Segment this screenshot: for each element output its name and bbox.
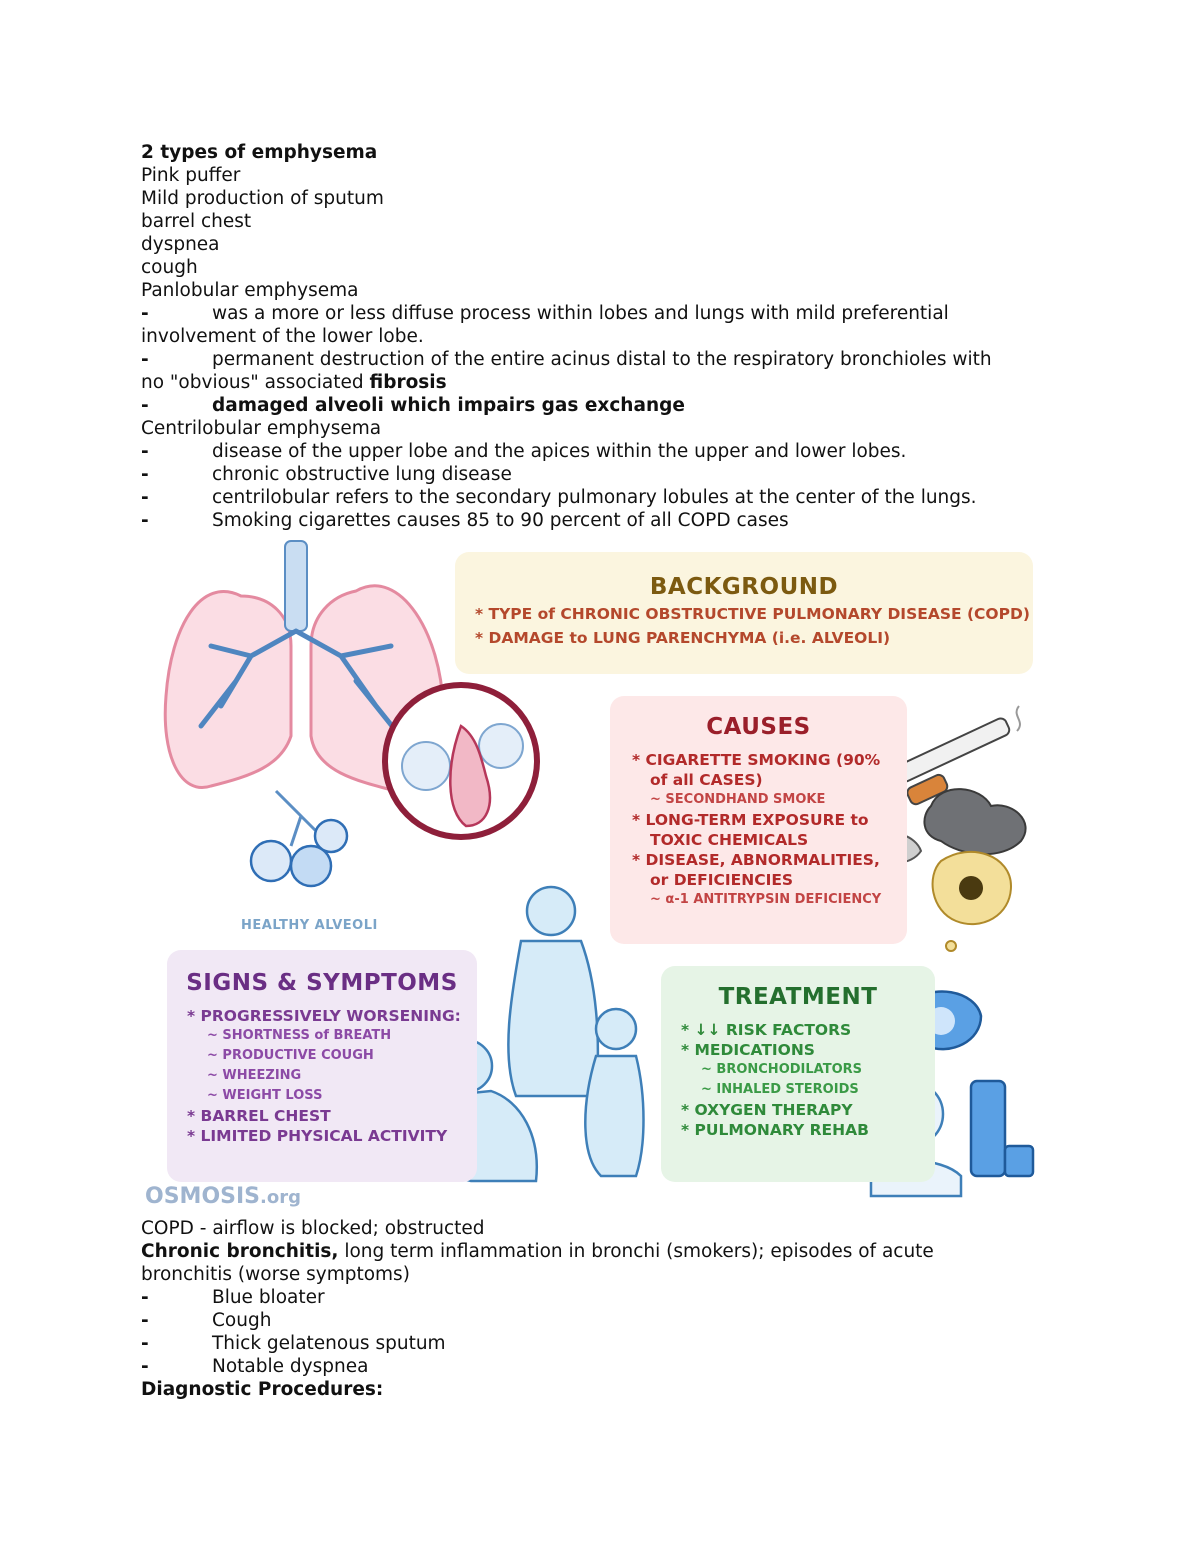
background-card: [455, 552, 1033, 674]
list-item: * PROGRESSIVELY WORSENING:: [187, 1007, 461, 1025]
text-line: barrel chest: [141, 211, 252, 232]
list-item: * TYPE of CHRONIC OBSTRUCTIVE PULMONARY DISEASE (COPD): [475, 605, 1030, 623]
list-item: ~ PRODUCTIVE COUGH: [207, 1048, 374, 1063]
damaged-alveoli-icon: [385, 685, 537, 837]
list-item: * CIGARETTE SMOKING (90%: [632, 751, 881, 769]
diagnostic-heading: Diagnostic Procedures:: [141, 1379, 384, 1400]
list-item: * PULMONARY REHAB: [681, 1121, 869, 1139]
text-line: cough: [141, 257, 198, 278]
list-item: - Thick gelatenous sputum: [141, 1333, 446, 1354]
list-item: * DISEASE, ABNORMALITIES,: [632, 851, 880, 869]
list-item: ~ WEIGHT LOSS: [207, 1088, 323, 1103]
document-body-top: 2 types of emphysema Pink puffer Mild production of sputum barrel chest dyspnea cough Panlobular emphysema - was a more or less diffuse process within lobes and lungs with mild preferential involvement of the lower lobe. - permanent destruction of the entire acinus distal to the respiratory bronchioles with no "obvious" associated fibrosis - damaged alveoli which impairs gas exchange Centrilobular emphysema - disease of the upper lobe and the apices within the upper and lower lobes. - chronic obstructive lung disease - centrilobular refers to the secondary pulmonary lobules at the center of the lungs. - Smoking cigarettes causes 85 to 90 percent of all COPD cases: [141, 141, 1061, 532]
causes-title: CAUSES: [706, 714, 811, 740]
text-line: Mild production of sputum: [141, 188, 384, 209]
centrilobular-title: Centrilobular emphysema: [141, 418, 382, 439]
healthy-alveoli-label: HEALTHY ALVEOLI: [241, 918, 378, 933]
treatment-card: [661, 966, 935, 1182]
list-item: - permanent destruction of the entire acinus distal to the respiratory bronchioles with: [141, 349, 992, 370]
list-item: ~ SHORTNESS of BREATH: [207, 1028, 392, 1043]
inhaler-icon: [971, 1081, 1033, 1176]
text-line: Panlobular emphysema: [141, 280, 359, 301]
copd-definition: COPD - airflow is blocked; obstructed: [141, 1218, 485, 1239]
list-item: - was a more or less diffuse process within lobes and lungs with mild preferential: [141, 303, 949, 324]
list-item: ~ α-1 ANTITRYPSIN DEFICIENCY: [650, 892, 882, 907]
list-item: - Notable dyspnea: [141, 1356, 369, 1377]
healthy-alveoli-icon: [251, 791, 347, 886]
text-line: Pink puffer: [141, 165, 241, 186]
signs-symptoms-card: [167, 950, 477, 1182]
heading-emphysema-types: 2 types of emphysema: [141, 142, 378, 163]
list-item: - Blue bloater: [141, 1287, 325, 1308]
list-item: ~ SECONDHAND SMOKE: [650, 792, 826, 807]
list-item: ~ INHALED STEROIDS: [701, 1082, 859, 1097]
list-item: * DAMAGE to LUNG PARENCHYMA (i.e. ALVEOLI): [475, 629, 891, 647]
document-body-bottom: COPD - airflow is blocked; obstructed Chronic bronchitis, long term inflammation in bronchi (smokers); episodes of acute bronchitis (worse symptoms) - Blue bloater - Cough - Thick gelatenous sputum - Notable dyspnea Diagnostic Procedures:: [141, 1217, 1061, 1401]
treatment-title: TREATMENT: [718, 984, 878, 1010]
list-item: * LONG-TERM EXPOSURE to: [632, 811, 869, 829]
text-line: dyspnea: [141, 234, 220, 255]
causes-card: CAUSES * CIGARETTE SMOKING (90% of all CASES) ~ SECONDHAND SMOKE * LONG-TERM EXPOSURE to TOXIC CHEMICALS * DISEASE, ABNORMALITIES, or DEFICIENCIES ~ α-1 ANTITRYPSIN DEFICIENCY: [610, 696, 907, 944]
background-title: BACKGROUND: [649, 574, 839, 600]
list-item: * MEDICATIONS: [681, 1041, 815, 1059]
signs-title: SIGNS & SYMPTOMS: [186, 970, 458, 996]
list-item: - centrilobular refers to the secondary pulmonary lobules at the center of the lungs.: [141, 487, 977, 508]
list-item: - Smoking cigarettes causes 85 to 90 percent of all COPD cases: [141, 510, 789, 531]
list-item: * LIMITED PHYSICAL ACTIVITY: [187, 1127, 448, 1145]
emphysema-infographic: [141, 536, 1061, 1216]
chronic-bronchitis-line: Chronic bronchitis, long term inflammation in bronchi (smokers); episodes of acute: [141, 1241, 934, 1262]
list-item: - disease of the upper lobe and the apices within the upper and lower lobes.: [141, 441, 907, 462]
list-item: ~ BRONCHODILATORS: [701, 1062, 862, 1077]
list-item: - Cough: [141, 1310, 272, 1331]
list-item: ~ WHEEZING: [207, 1068, 302, 1083]
radiation-icon: [933, 852, 1011, 951]
osmosis-logo: OSMOSIS.org: [145, 1184, 301, 1209]
list-item: * OXYGEN THERAPY: [681, 1101, 853, 1119]
list-item: * BARREL CHEST: [187, 1107, 331, 1125]
list-item: - damaged alveoli which impairs gas exchange: [141, 395, 685, 416]
list-item: * ↓↓ RISK FACTORS: [681, 1021, 852, 1039]
list-item: - chronic obstructive lung disease: [141, 464, 512, 485]
